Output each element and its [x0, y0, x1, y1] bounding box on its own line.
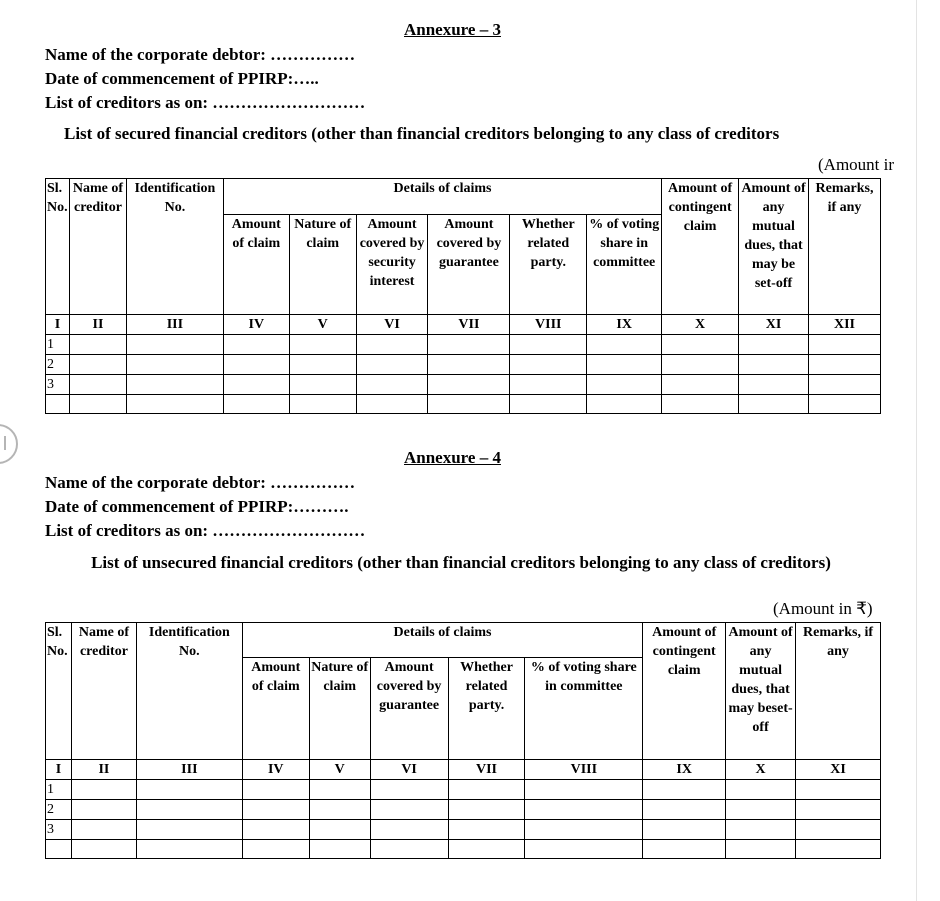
annex4-col-num: V [309, 760, 370, 780]
annex4-col-num: I [46, 760, 72, 780]
annex3-row-number: 2 [46, 355, 70, 375]
annex3-commencement-line: Date of commencement of PPIRP:….. [45, 69, 319, 88]
annex3-row-number: 1 [46, 335, 70, 355]
annex3-col-num: II [69, 315, 126, 335]
annex3-header-nature: Nature of claim [289, 215, 356, 315]
annex4-col-num: III [136, 760, 242, 780]
annex3-header-sl: Sl. No. [46, 179, 70, 315]
annex4-col-num: VIII [525, 760, 643, 780]
annex3-heading: List of secured financial creditors (other than financial creditors belonging to any class of creditors [64, 124, 780, 143]
annex4-row-number: 2 [46, 800, 72, 820]
table-row [46, 395, 881, 414]
annex4-title: Annexure – 4 [404, 448, 501, 467]
table-row [46, 335, 881, 355]
table-row [46, 375, 881, 395]
annex3-amount-note: (Amount ir [818, 155, 895, 174]
annex3-header-related: Whether related party. [510, 215, 587, 315]
annex3-as-on-line: List of creditors as on: ……………………… [45, 93, 366, 112]
annex4-col-num: IX [643, 760, 726, 780]
annex3-header-name: Name of creditor [69, 179, 126, 315]
annex3-col-num: VII [428, 315, 510, 335]
annex3-body [46, 335, 881, 414]
annex3-header-contingent: Amount of contingent claim [662, 179, 739, 315]
annex3-col-num: III [126, 315, 223, 335]
annex4-header-amount-claim: Amount of claim [242, 658, 309, 760]
annex3-col-num: VIII [510, 315, 587, 335]
annex4-header-nature: Nature of claim [309, 658, 370, 760]
annex4-row-number: 3 [46, 820, 72, 840]
annex3-row-number: 3 [46, 375, 70, 395]
annex3-header-details: Details of claims [223, 179, 661, 215]
annex4-heading: List of unsecured financial creditors (other than financial creditors belonging to any class of creditors) [91, 553, 831, 572]
annex4-debtor-line: Name of the corporate debtor: …………… [45, 473, 356, 492]
annex3-col-num: V [289, 315, 356, 335]
annex3-col-num: VI [356, 315, 428, 335]
annex4-header-id: Identification No. [136, 623, 242, 760]
table-row [46, 780, 881, 800]
annex3-title: Annexure – 3 [404, 20, 501, 39]
annex4-col-num: IV [242, 760, 309, 780]
table-row [46, 355, 881, 375]
annex4-header-related: Whether related party. [448, 658, 525, 760]
annex4-header-voting: % of voting share in committee [525, 658, 643, 760]
annex3-header-voting: % of voting share in committee [587, 215, 662, 315]
annex4-amount-note: (Amount in ₹) [773, 599, 873, 618]
annex4-row-number: 1 [46, 780, 72, 800]
annex4-header-guarantee: Amount covered by guarantee [370, 658, 448, 760]
annex4-as-on-line: List of creditors as on: ……………………… [45, 521, 366, 540]
annex4-header-contingent: Amount of contingent claim [643, 623, 726, 760]
annex3-header-id: Identification No. [126, 179, 223, 315]
annex3-col-num: X [662, 315, 739, 335]
annex4-commencement-line: Date of commencement of PPIRP:………. [45, 497, 349, 516]
table-row [46, 840, 881, 859]
annex4-col-num: X [726, 760, 796, 780]
annex3-table [45, 178, 881, 414]
annex3-col-num: XI [739, 315, 809, 335]
annex4-row-number [46, 840, 72, 859]
annex3-col-num: IV [223, 315, 289, 335]
annex4-header-mutual: Amount of any mutual dues, that may beset-off [726, 623, 796, 760]
table-row [46, 820, 881, 840]
annex4-col-num: VII [448, 760, 525, 780]
annex4-col-num: II [71, 760, 136, 780]
annex4-header-sl: Sl. No. [46, 623, 72, 760]
annex3-row-number [46, 395, 70, 414]
annex3-header-amount-claim: Amount of claim [223, 215, 289, 315]
annex3-col-num: IX [587, 315, 662, 335]
annex3-header-remarks: Remarks, if any [808, 179, 880, 315]
annex4-header-details: Details of claims [242, 623, 642, 658]
table-row [46, 800, 881, 820]
annex3-col-num: I [46, 315, 70, 335]
annex3-header-security: Amount covered by security interest [356, 215, 428, 315]
annex3-header-guarantee: Amount covered by guarantee [428, 215, 510, 315]
annex4-header-remarks: Remarks, if any [796, 623, 881, 760]
annex4-col-num: XI [796, 760, 881, 780]
annex4-body [46, 780, 881, 859]
annex3-debtor-line: Name of the corporate debtor: …………… [45, 45, 356, 64]
annex4-table [45, 622, 881, 859]
annex4-header-name: Name of creditor [71, 623, 136, 760]
annex4-col-num: VI [370, 760, 448, 780]
page-marker-icon [0, 424, 18, 464]
annex3-header-mutual: Amount of any mutual dues, that may be set-off [739, 179, 809, 315]
annex3-col-num: XII [808, 315, 880, 335]
